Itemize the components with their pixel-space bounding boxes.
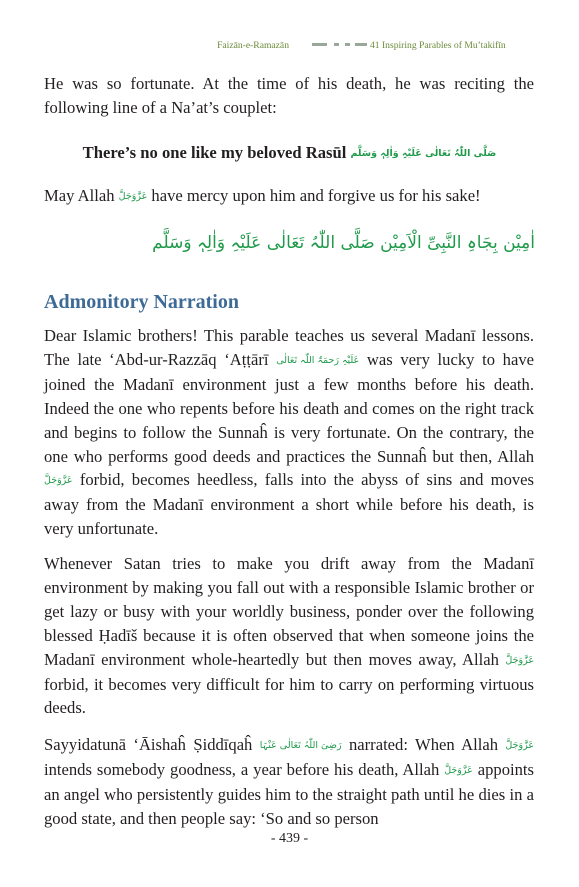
- radiya-honorific: رَضِیَ اللّٰہُ تَعَالٰی عَنْہَا: [259, 740, 342, 751]
- paragraph-lessons: [44, 324, 534, 541]
- azza-wa-jal-honorific: عَزَّوَجَلَّ: [505, 740, 534, 751]
- header-separator: [312, 43, 368, 49]
- satan-text-b: forbid, it becomes very difficult for him to carry on performing virtuous deeds.: [44, 674, 534, 718]
- hadith-text-b: narrated: When Allah: [348, 735, 499, 754]
- ameen-dua: اٰمِیْن بِجَاہِ النَّبِیِّ الْاَمِیْن صَلَّی اللّٰہُ تَعَالٰی عَلَیْہِ وَاٰلِہٖ وَسَلَّم: [152, 233, 535, 253]
- paragraph-satan: [44, 552, 534, 720]
- naat-couplet: [0, 143, 579, 163]
- paragraph-hadith: [44, 733, 534, 831]
- azza-wa-jal-honorific: عَزَّوَجَلَّ: [505, 654, 534, 666]
- azza-wa-jal-honorific: عَزَّوَجَلَّ: [44, 475, 73, 487]
- paragraph-fortunate: He was so fortunate. At the time of his death, he was reciting the following line of a Na’at’s couplet:: [44, 74, 534, 117]
- paragraph-mercy: [44, 184, 534, 209]
- hadith-text-c: intends somebody goodness, a year before his death, Allah: [44, 759, 440, 779]
- lessons-text-a: Dear Islamic brothers! This parable teaches us several Madanī lessons. The late ‘Abd-ur-Razzāq ‘Aṭṭārī: [44, 326, 534, 369]
- azza-wa-jal-honorific: عَزَّوَجَلَّ: [444, 764, 473, 776]
- lessons-text-c: forbid, becomes heedless, falls into the abyss of sins and moves away from the Madanī environment a short while before his death, is very unfortunate.: [44, 470, 534, 539]
- running-header: [0, 40, 579, 56]
- lessons-text-b: was very lucky to have joined the Madanī environment just a few months before his death. Indeed the one who repents before his death and comes on the right track and begins to follow the Sunnaĥ is very fortunate. On the contrary, the one who performs good deeds and practices the Sunnaĥ but then, Allah: [44, 349, 534, 466]
- mercy-text-end: have mercy upon him and forgive us for his sake!: [151, 186, 481, 205]
- page-number: - 439 -: [270, 831, 309, 846]
- hadith-text-a: Sayyidatunā ‘Āishaĥ Ṣiddīqaĥ: [44, 735, 253, 754]
- book-title: Faizān-e-Ramazān: [217, 40, 289, 51]
- rahmat-honorific: عَلَیْہِ رَحمَۃُ اللّٰہ تَعَالٰی: [276, 354, 360, 366]
- azza-wa-jal-honorific: عَزَّوَجَلَّ: [118, 191, 148, 202]
- couplet-text: There’s no one like my beloved Rasūl: [82, 143, 347, 162]
- mercy-text-start: May Allah: [44, 186, 115, 205]
- salutation-honorific: صَلَّی اللّٰہُ تَعَالٰی عَلَیْہِ وَاٰلِہٖ وَسَلَّم: [350, 148, 497, 159]
- satan-text-a: Whenever Satan tries to make you drift away from the Madanī environment by making you fall out with a responsible Islamic brother or get lazy or busy with your worldly business, ponder over the following blessed Ḥadīš because it is often observed that when someone joins the Madanī environment whole-heartedly but then moves away, Allah: [44, 554, 534, 669]
- chapter-title: 41 Inspiring Parables of Mu’takifīn: [370, 40, 506, 51]
- hadith-text-d: appoints an angel who persistently guides him to the straight path until he dies in a good state, and then people say: ‘So and so person: [44, 759, 534, 828]
- section-heading: Admonitory Narration: [44, 291, 239, 313]
